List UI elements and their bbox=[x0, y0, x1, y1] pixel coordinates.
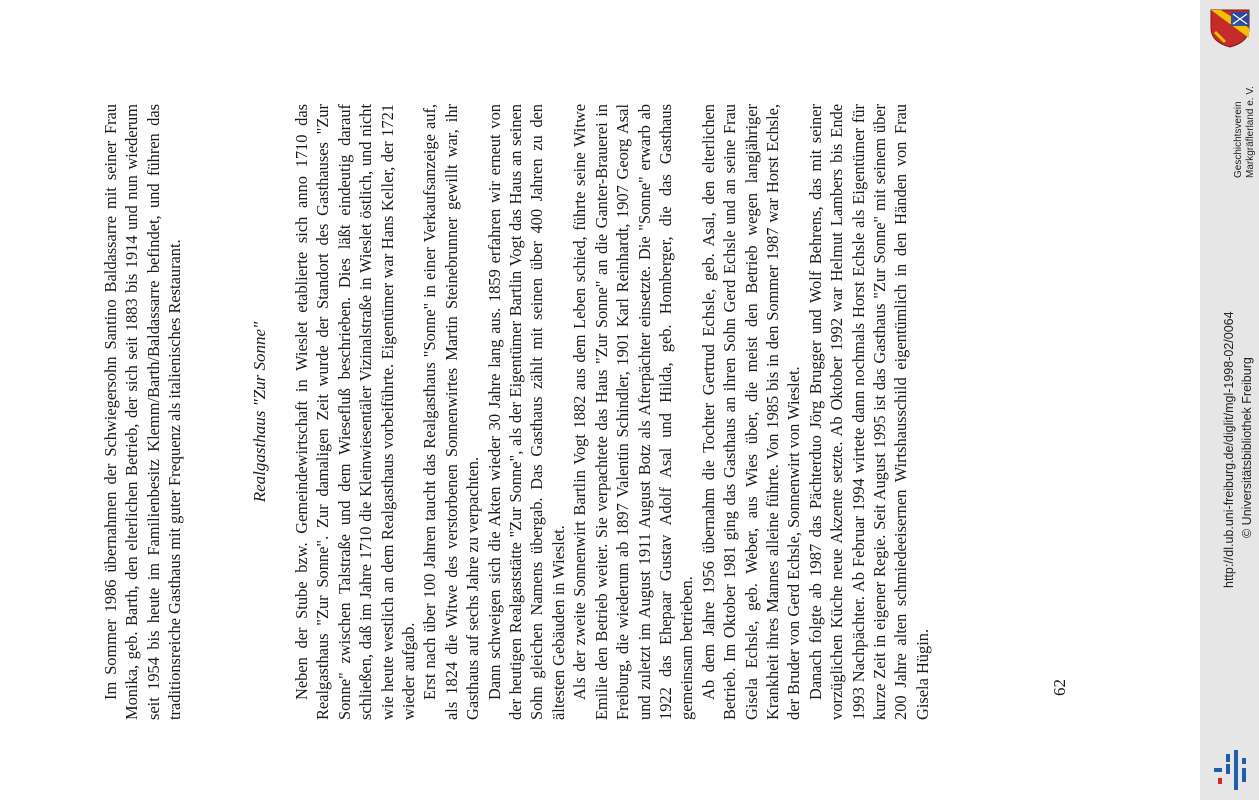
paragraph: Ab dem Jahre 1956 übernahm die Tochter Gertrud Echsle, geb. Asal, den elterlichen Betrieb. Im Oktober 1981 ging das Gasthaus an ihren Sohn Gerd Echsle und an seine Frau Gisela Echsle, geb. Weber, aus Wies über, die meist den Betrieb wegen langjähriger Krankheit ihres Mannes alleine führte. Von 1985 bis in den Sommer 1987 war Horst Echsle, der Bruder von Gerd Echsle, Sonnenwirt von Wieslet. bbox=[698, 104, 804, 720]
intro-block bbox=[100, 104, 186, 720]
source-url-link[interactable]: http://dl.ub.uni-freiburg.de/diglit/mgl-1998-02/0064 bbox=[1222, 311, 1236, 588]
society-name-line1: Geschichtsverein bbox=[1233, 101, 1244, 178]
paragraph: Als der zweite Sonnenwirt Bartlin Vogt 1882 aus dem Leben schied, führte seine Witwe Emilie den Betrieb weiter. Sie verpachtete das Haus "Zur Sonne" an die Ganter-Brauerei in Freiburg, die wiederum ab 1897 Valentin Schindler, 1901 Karl Reinhardt, 1907 Georg Asal und zuletzt im August 1911 August Botz als Afterpächter einsetzte. Die "Sonne" erwarb ab 1922 das Ehepaar Gustav Adolf Asal und Hilda, geb. Homberger, die das Gasthaus gemeinsam betrieben. bbox=[570, 104, 697, 720]
paragraph: Erst nach über 100 Jahren taucht das Realgasthaus "Sonne" in einer Verkaufsanzeige auf, als 1824 die Witwe des verstorbenen Sonnenwirtes Martin Steinebrunner gewillt war, ihr Gasthaus auf sechs Jahre zu verpachten. bbox=[420, 104, 483, 720]
university-library-logo-icon bbox=[1210, 748, 1254, 792]
paragraph: Dann schweigen sich die Akten wieder 30 Jahre lang aus. 1859 erfahren wir erneut von der heutigen Realgaststätte "Zur Sonne", als der Eigentümer Bartlin Vogt das Haus an seinen Sohn gleichen Namens übergab. Das Gasthaus zählt mit seinen über 400 Jahren zu den ältesten Gebäuden in Wieslet. bbox=[484, 104, 568, 720]
intro-paragraph: Im Sommer 1986 übernahmen der Schwiegersohn Santino Baldassarre mit seiner Frau Monika, geb. Barth, den elterlichen Betrieb, der sich seit 1883 bis 1914 und nun wiederum seit 1954 bis heute im Familienbesitz Klemm/Barth/Baldassarre befindet, und führen das traditionsreiche Gasthaus mit guter Frequenz als italienisches Restaurant. bbox=[101, 104, 185, 720]
body-text bbox=[291, 104, 933, 720]
society-crest-icon bbox=[1207, 8, 1253, 48]
paragraph: Neben der Stube bzw. Gemeindewirtschaft in Wieslet etablierte sich anno 1710 das Realgasthaus "Zur Sonne". Zur damaligen Zeit wurde der Standort des Gasthauses "Zur Sonne" zwischen Talstraße und dem Wiesefluß beschrieben. Dies läßt eindeutig darauf schließen, daß im Jahre 1710 die Kleinwiesentäler Vizinalstraße in Wieslet östlich, und nicht wie heute westlich an dem Realgasthaus vorbeiführte. Eigentümer war Hans Keller, der 1721 wieder aufgab. bbox=[292, 104, 419, 720]
society-name-line2: Markgräflerland e. V. bbox=[1245, 86, 1256, 178]
page-number: 62 bbox=[1050, 679, 1069, 696]
section-heading: Realgasthaus "Zur Sonne" bbox=[250, 321, 269, 503]
paragraph: Danach folgte ab 1987 das Pächterduo Jörg Brugger und Wolf Behrens, das mit seiner vorzüglichen Küche neue Akzente setzte. Ab Oktober 1992 war Helmut Lambers bis Ende 1993 Nachpächter. Ab Februar 1994 wirtete dann nochmals Horst Echsle als Eigentümer für kurze Zeit in eigener Regie. Seit August 1995 ist das Gasthaus "Zur Sonne" mit seinem über 200 Jahre alten schmiedeeisernen Wirtshausschild eigentümlich in den Händen von Frau Gisela Hügin. bbox=[805, 104, 932, 720]
copyright-notice: © Universitätsbibliothek Freiburg bbox=[1240, 357, 1254, 538]
